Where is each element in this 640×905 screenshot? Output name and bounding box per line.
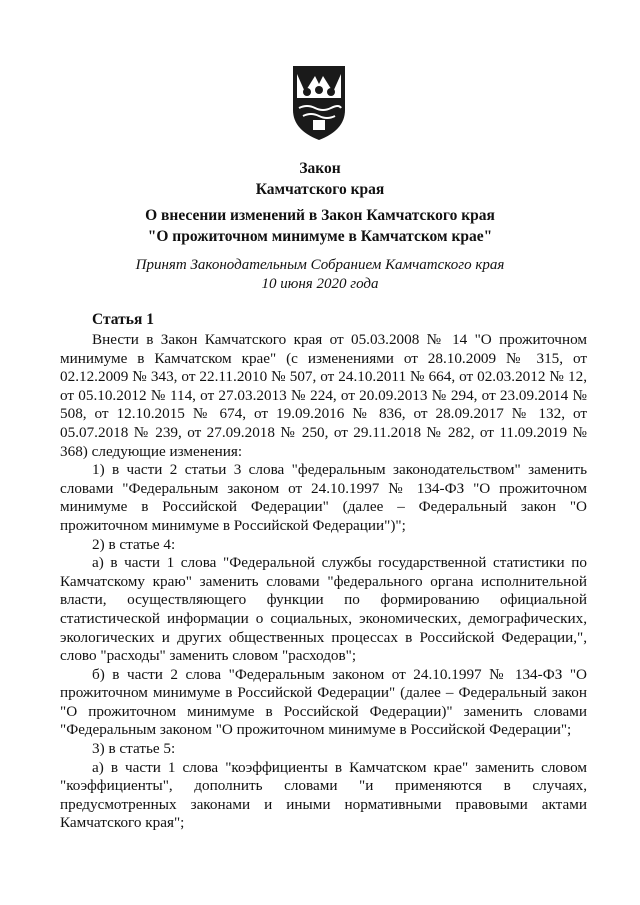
article-paragraph: а) в части 1 слова "коэффициенты в Камчатском крае" заменить словом "коэффициенты", дополнить словами "и применяются в случаях, предусмотренных законами и иными нормативными правовыми актами Камчатского края"; (60, 758, 587, 832)
law-subject-line1: О внесении изменений в Закон Камчатского края (145, 207, 495, 224)
article-title: Статья 1 (92, 311, 154, 328)
adoption-note-line2: 10 июня 2020 года (261, 276, 379, 292)
article-paragraph: 1) в части 2 статьи 3 слова "федеральным законодательством" заменить словами "Федеральным законом от 24.10.1997 № 134-ФЗ "О прожиточном минимуме в Российской Федерации" (далее – Федеральный закон "О прожиточном минимуме в Российской Федерации")"; (60, 461, 587, 534)
law-subject-line2: "О прожиточном минимуме в Камчатском крае" (147, 228, 493, 245)
law-title (0, 158, 640, 200)
article-body (60, 331, 587, 833)
law-title-line1: Закон (299, 160, 341, 177)
coat-of-arms-icon (287, 64, 351, 142)
article-paragraph: 2) в статье 4: (92, 535, 176, 553)
article-paragraph: 3) в статье 5: (92, 740, 176, 758)
law-subject (0, 205, 640, 247)
coat-of-arms-emblem (287, 64, 351, 142)
adoption-note-line1: Принят Законодательным Собранием Камчатского края (135, 257, 505, 273)
law-title-line2: Камчатского края (255, 181, 385, 198)
adoption-note (0, 256, 640, 294)
article-paragraph: б) в части 2 слова "Федеральным законом от 24.10.1997 № 134-ФЗ "О прожиточном минимуме в Российской Федерации" (далее – Федеральный закон "О прожиточном минимуме в Российской Федерации)" заменить словами "Федеральным законом "О прожиточном минимуме в Российской Федерации"; (60, 665, 587, 739)
article-paragraph: Внести в Закон Камчатского края от 05.03.2008 № 14 "О прожиточном минимуме в Камчатском крае" (с изменениями от 28.10.2009 № 315, от 02.12.2009 № 343, от 22.11.2010 № 507, от 24.10.2011 № 664, от 02.03.2012 № 12, от 05.10.2012 № 114, от 27.03.2013 № 224, от 20.09.2013 № 294, от 23.09.2014 № 508, от 12.10.2015 № 674, от 19.09.2016 № 836, от 28.09.2017 № 132, от 05.07.2018 № 239, от 27.09.2018 № 250, от 29.11.2018 № 282, от 11.09.2019 № 368) следующие изменения: (60, 331, 587, 460)
article-paragraph: а) в части 1 слова "Федеральной службы государственной статистики по Камчатскому краю" заменить словами "федерального органа исполнительной власти, осуществляющего функции по формированию официальной статистической информации о социальных, экономических, демографических, экологических и других общественных процессах в Российской Федерации,", слово "расходы" заменить словом "расходов"; (60, 554, 587, 665)
